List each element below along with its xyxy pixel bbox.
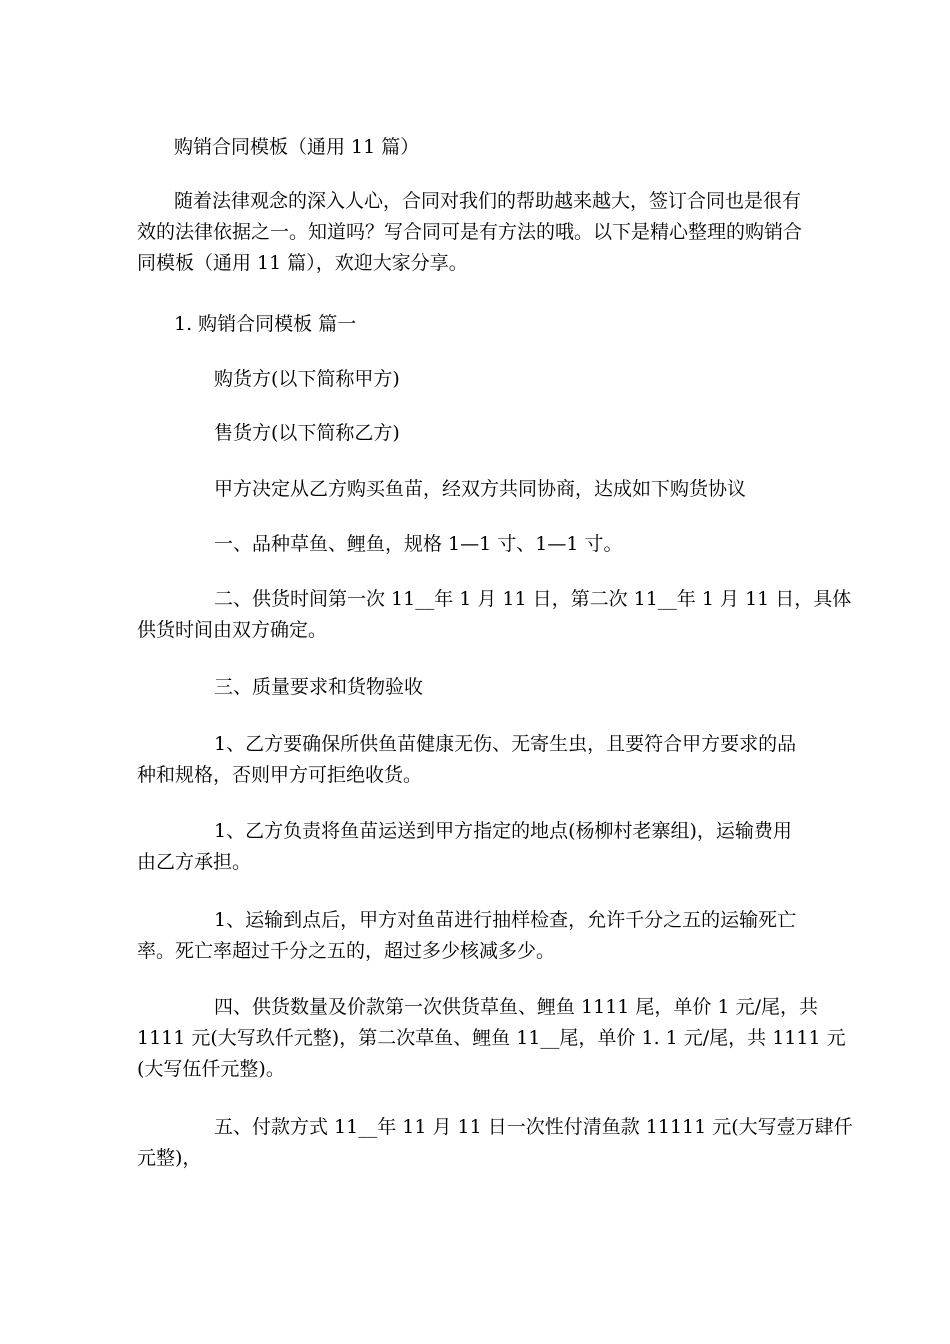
seller-line bbox=[137, 418, 817, 449]
clause-3-2 bbox=[137, 816, 817, 878]
clause-2 bbox=[137, 584, 852, 646]
clause-4-line: (大写伍仟元整)。 bbox=[137, 1058, 285, 1080]
clause-2-line: 二、供货时间第一次 11__年 1 月 11 日，第二次 11__年 1 月 11 日，具体 bbox=[214, 588, 852, 610]
seller-text: 售货方(以下简称乙方) bbox=[214, 422, 400, 444]
clause-2-line: 供货时间由双方确定。 bbox=[137, 619, 328, 641]
clause-3 bbox=[137, 672, 817, 703]
clause-5-line: 五、付款方式 11__年 11 月 11 日一次性付清鱼款 11111 元(大写壹万肆仟 bbox=[214, 1116, 853, 1138]
intro-line: 随着法律观念的深入人心，合同对我们的帮助越来越大，签订合同也是很有 bbox=[174, 190, 802, 212]
buyer-text: 购货方(以下简称甲方) bbox=[214, 368, 400, 390]
clause-1 bbox=[137, 529, 817, 560]
clause-3-3 bbox=[137, 905, 817, 967]
clause-3-1-line: 1、乙方要确保所供鱼苗健康无伤、无寄生虫，且要符合甲方要求的品 bbox=[214, 733, 797, 755]
section-heading-text: 1. 购销合同模板 篇一 bbox=[174, 313, 357, 335]
clause-3-1 bbox=[137, 729, 817, 791]
clause-4 bbox=[137, 992, 846, 1085]
agreement-text: 甲方决定从乙方购买鱼苗，经双方共同协商，达成如下购货协议 bbox=[214, 478, 747, 500]
clause-4-line: 1111 元(大写玖仟元整)，第二次草鱼、鲤鱼 11__尾，单价 1. 1 元/尾，共 1111 元 bbox=[137, 1027, 846, 1049]
intro-paragraph bbox=[137, 186, 817, 279]
clause-3-3-line: 率。死亡率超过千分之五的，超过多少核减多少。 bbox=[137, 940, 556, 962]
title-text: 购销合同模板（通用 11 篇） bbox=[174, 136, 420, 158]
document-title bbox=[137, 132, 817, 163]
agreement-line bbox=[137, 474, 817, 505]
clause-1-text: 一、品种草鱼、鲤鱼，规格 1—1 寸、1—1 寸。 bbox=[214, 533, 623, 555]
section-heading bbox=[137, 309, 817, 340]
clause-5-line: 元整)， bbox=[137, 1147, 202, 1169]
intro-line: 同模板（通用 11 篇），欢迎大家分享。 bbox=[137, 252, 468, 274]
clause-4-line: 四、供货数量及价款第一次供货草鱼、鲤鱼 1111 尾，单价 1 元/尾，共 bbox=[214, 996, 819, 1018]
clause-3-2-line: 1、乙方负责将鱼苗运送到甲方指定的地点(杨柳村老寨组)，运输费用 bbox=[214, 820, 792, 842]
buyer-line bbox=[137, 364, 817, 395]
clause-3-text: 三、质量要求和货物验收 bbox=[214, 676, 424, 698]
clause-3-3-line: 1、运输到点后，甲方对鱼苗进行抽样检查，允许千分之五的运输死亡 bbox=[214, 909, 797, 931]
clause-3-2-line: 由乙方承担。 bbox=[137, 851, 252, 873]
intro-line: 效的法律依据之一。知道吗？写合同可是有方法的哦。以下是精心整理的购销合 bbox=[137, 221, 803, 243]
clause-3-1-line: 种和规格，否则甲方可拒绝收货。 bbox=[137, 764, 423, 786]
clause-5 bbox=[137, 1112, 853, 1174]
